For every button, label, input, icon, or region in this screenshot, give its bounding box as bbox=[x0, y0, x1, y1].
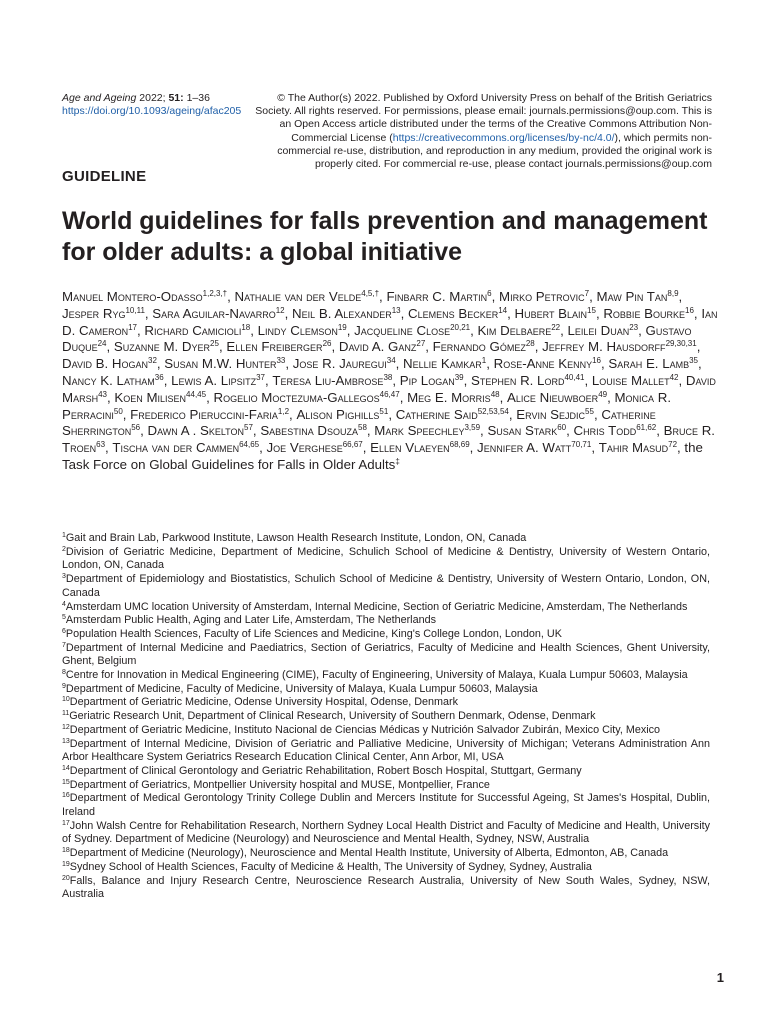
author-affiliation-ref: 1,2,3,† bbox=[202, 289, 228, 298]
affiliation-item bbox=[62, 669, 710, 683]
author-affiliation-ref: 16 bbox=[685, 305, 694, 315]
author-affiliation-ref: 38 bbox=[383, 372, 393, 382]
copyright-text-2: ), which permits non-commercial re-use, distribution, and reproduction in any medium, provided the original work is properly cited. For commercial re-use, please contact journals.permissions@oup.com bbox=[277, 131, 712, 171]
author-name: Alison Pighills bbox=[296, 406, 380, 422]
affiliation-text: Department of Geriatric Medicine, Instituto Nacional de Ciencias Médicas y Nutrición Salvador Zubirán, Mexico City, Mexico bbox=[69, 723, 661, 736]
author-name: Frederico Pieruccini-Faria bbox=[130, 406, 278, 422]
author-name: Jose R. Jauregui bbox=[292, 356, 387, 372]
author-affiliation-ref: 60 bbox=[557, 423, 567, 433]
author-affiliation-ref: 15 bbox=[587, 305, 596, 315]
affiliation-number: 1 bbox=[62, 532, 66, 539]
affiliation-number: 15 bbox=[62, 778, 70, 786]
article-title: World guidelines for falls prevention and management for older adults: a global initiative bbox=[62, 207, 708, 266]
affiliation-number: 11 bbox=[62, 710, 70, 718]
author-affiliation-ref: 48 bbox=[490, 389, 500, 399]
author-name: Gustavo Duque bbox=[62, 322, 692, 355]
author-name: Teresa Liu-Ambrose bbox=[272, 372, 384, 388]
affiliation-text: Department of Internal Medicine and Paediatrics, Section of Geriatrics, Faculty of Medicine and Health Sciences, Ghent University, Ghent, Belgium bbox=[62, 641, 710, 668]
author-affiliation-ref: 27 bbox=[416, 339, 426, 349]
affiliation-item bbox=[62, 573, 710, 600]
affiliation-number: 4 bbox=[62, 600, 66, 608]
affiliation-number: 12 bbox=[62, 723, 70, 731]
author-affiliation-ref: 43 bbox=[98, 389, 107, 399]
author-affiliation-ref: 58 bbox=[358, 423, 367, 433]
affiliation-text: Centre for Innovation in Medical Engineering (CIME), Faculty of Engineering, University of Malaya, Kuala Lumpur 50603, Malaysia bbox=[65, 669, 688, 682]
affiliation-item bbox=[62, 792, 710, 819]
author-name: Lewis A. Lipsitz bbox=[171, 372, 257, 388]
affiliation-text: Geriatric Research Unit, Department of Clinical Research, University of Southern Denmark, Odense, Denmark bbox=[69, 710, 596, 723]
author-name: Kim Delbaere bbox=[477, 322, 552, 338]
affiliation-item bbox=[62, 861, 710, 875]
author-name: Dawn A . Skelton bbox=[147, 423, 245, 439]
affiliation-text: Amsterdam UMC location University of Amsterdam, Internal Medicine, Section of Geriatric Medicine, Amsterdam, The Netherlands bbox=[65, 600, 688, 613]
affiliation-text: Department of Medical Gerontology Trinity College Dublin and Mercers Institute for Successful Ageing, St James's Hospital, Dublin, Ireland bbox=[62, 792, 710, 819]
author-name: Suzanne M. Dyer bbox=[113, 339, 211, 355]
author-name: Nancy K. Latham bbox=[62, 372, 155, 388]
author-affiliation-ref: 34 bbox=[386, 356, 396, 366]
author-affiliation-ref: 29,30,31 bbox=[665, 339, 697, 349]
author-affiliation-ref: 68,69 bbox=[449, 440, 470, 450]
author-affiliation-ref: 50 bbox=[113, 406, 123, 416]
affiliation-number: 14 bbox=[62, 764, 70, 772]
affiliation-number: 9 bbox=[62, 682, 66, 690]
author-affiliation-ref: 64,65 bbox=[239, 440, 260, 450]
journal-pages: 1–36 bbox=[186, 92, 210, 104]
author-name: Richard Camicioli bbox=[144, 322, 242, 338]
author-name: Louise Mallet bbox=[591, 372, 670, 388]
author-affiliation-ref: 55 bbox=[585, 406, 594, 416]
author-name: Chris Todd bbox=[573, 423, 637, 439]
author-affiliation-ref: 57 bbox=[244, 423, 253, 433]
journal-year: 2022; bbox=[139, 92, 166, 104]
author-name: Robbie Bourke bbox=[603, 305, 686, 321]
author-affiliation-ref: 8,9 bbox=[667, 289, 679, 298]
journal-citation bbox=[62, 92, 241, 118]
author-affiliation-ref: 24 bbox=[97, 339, 107, 349]
author-name: Jennifer A. Watt bbox=[477, 440, 572, 456]
affiliation-text: Department of Clinical Gerontology and Geriatric Rehabilitation, Robert Bosch Hospital, Stuttgart, Germany bbox=[69, 764, 582, 777]
affiliation-item bbox=[62, 642, 710, 669]
author-affiliation-ref: 39 bbox=[454, 372, 464, 382]
author-affiliation-ref: 46,47 bbox=[379, 389, 400, 399]
affiliation-number: 16 bbox=[62, 792, 70, 800]
author-name: Hubert Blain bbox=[514, 305, 588, 321]
author-name: Leilei Duan bbox=[567, 322, 630, 338]
author-name: Sara Aguilar-Navarro bbox=[152, 305, 276, 321]
affiliation-number: 5 bbox=[62, 614, 66, 622]
affiliation-item bbox=[62, 683, 710, 697]
author-affiliation-ref: 33 bbox=[276, 356, 286, 366]
affiliation-item bbox=[62, 532, 710, 546]
affiliation-list bbox=[62, 532, 710, 902]
author-affiliation-ref: 70,71 bbox=[571, 440, 592, 450]
author-affiliation-ref: 18 bbox=[241, 322, 251, 332]
author-name: Fernando Gómez bbox=[432, 339, 526, 355]
affiliation-number: 20 bbox=[62, 874, 70, 882]
affiliation-item bbox=[62, 710, 710, 724]
journal-line bbox=[62, 92, 241, 105]
author-affiliation-ref: 26 bbox=[322, 339, 332, 349]
author-name: Joe Verghese bbox=[266, 440, 343, 456]
copyright-text-1: © The Author(s) 2022. Published by Oxford University Press on behalf of the British Geriatrics Society. All rights reserved. For permissions, please email: journals.permissions@oup.com. This is an Open Access article distributed under the terms of the Creative Commons Attribution Non-Commercial License ( bbox=[255, 92, 712, 144]
affiliation-text: Department of Geriatric Medicine, Odense University Hospital, Odense, Denmark bbox=[69, 696, 459, 709]
author-affiliation-ref: 1 bbox=[481, 356, 487, 366]
author-affiliation-ref: 16 bbox=[592, 356, 601, 366]
author-affiliation-ref: 44,45 bbox=[186, 389, 207, 399]
affiliation-item bbox=[62, 875, 710, 902]
author-name: David B. Hogan bbox=[62, 356, 148, 372]
author-affiliation-ref: 37 bbox=[256, 372, 266, 382]
author-affiliation-ref: 1,2 bbox=[277, 406, 290, 416]
license-link[interactable]: https://creativecommons.org/licenses/by-nc/4.0/ bbox=[392, 131, 615, 144]
author-name: Nellie Kamkar bbox=[403, 356, 482, 372]
author-name: Mark Speechley bbox=[374, 423, 465, 439]
author-name: Lindy Clemson bbox=[257, 322, 338, 338]
section-label: GUIDELINE bbox=[62, 168, 147, 185]
author-name: Sabestina Dsouza bbox=[260, 423, 358, 439]
author-name: Catherine Sherrington bbox=[62, 406, 656, 439]
affiliation-number: 19 bbox=[62, 860, 70, 868]
author-affiliation-ref: 56 bbox=[131, 423, 141, 433]
author-name: Ellen Freiberger bbox=[226, 339, 323, 355]
author-affiliation-ref: 7 bbox=[584, 289, 590, 298]
author-affiliation-ref: 13 bbox=[391, 305, 401, 315]
author-name: David A. Ganz bbox=[338, 339, 417, 355]
author-affiliation-ref: 51 bbox=[379, 406, 389, 416]
author-name: Mirko Petrovic bbox=[499, 289, 585, 304]
author-affiliation-ref: 20,21 bbox=[450, 322, 471, 332]
author-affiliation-ref: 23 bbox=[629, 322, 639, 332]
affiliation-item bbox=[62, 738, 710, 765]
author-affiliation-ref: 49 bbox=[598, 389, 608, 399]
affiliation-number: 7 bbox=[62, 641, 66, 649]
page-number: 1 bbox=[716, 970, 724, 985]
author-affiliation-ref: 22 bbox=[551, 322, 561, 332]
author-affiliation-ref: 32 bbox=[148, 356, 157, 366]
affiliation-item bbox=[62, 546, 710, 573]
author-affiliation-ref: 10,11 bbox=[125, 305, 145, 315]
affiliation-text: Gait and Brain Lab, Parkwood Institute, Lawson Health Research Institute, London, ON, Canada bbox=[65, 532, 527, 544]
author-affiliation-ref: 28 bbox=[525, 339, 535, 349]
author-name: Maw Pin Tan bbox=[596, 289, 668, 304]
author-name: Clemens Becker bbox=[408, 305, 499, 321]
affiliation-number: 2 bbox=[62, 545, 66, 553]
affiliation-text: Sydney School of Health Sciences, Faculty of Medicine & Health, The University of Sydney, Sydney, Australia bbox=[69, 860, 592, 873]
author-name: Tahir Masud bbox=[598, 440, 669, 456]
affiliation-item bbox=[62, 601, 710, 615]
author-affiliation-ref: 3,59 bbox=[464, 423, 481, 433]
author-name: Manuel Montero-Odasso bbox=[62, 289, 203, 304]
affiliation-item bbox=[62, 847, 710, 861]
author-name: David Marsh bbox=[62, 372, 716, 405]
author-affiliation-ref: 52,53,54 bbox=[477, 406, 509, 416]
author-affiliation-ref: 36 bbox=[154, 372, 164, 382]
author-name: Neil B. Alexander bbox=[292, 305, 392, 321]
doi-link[interactable]: https://doi.org/10.1093/ageing/afac205 bbox=[62, 105, 242, 117]
journal-volume: 51: bbox=[168, 92, 184, 104]
affiliation-text: Population Health Sciences, Faculty of Life Sciences and Medicine, King's College London, London, UK bbox=[65, 627, 562, 640]
affiliation-number: 8 bbox=[62, 669, 66, 677]
author-name: Rogelio Moctezuma-Gallegos bbox=[213, 389, 380, 405]
affiliation-item bbox=[62, 779, 710, 793]
author-name: Sarah E. Lamb bbox=[608, 356, 690, 372]
author-name: Tischa van der Cammen bbox=[112, 440, 240, 456]
author-name: Pip Logan bbox=[399, 372, 455, 388]
authors-tail-text: , the Task Force on Global Guidelines for Falls in Older Adults bbox=[62, 440, 703, 472]
author-name: Ervin Sejdic bbox=[516, 406, 586, 422]
author-name: Rose-Anne Kenny bbox=[493, 356, 593, 372]
author-name: Monica R. Perracini bbox=[62, 389, 672, 422]
affiliation-item bbox=[62, 696, 710, 710]
author-name: Susan M.W. Hunter bbox=[164, 356, 277, 372]
author-name: Catherine Said bbox=[395, 406, 478, 422]
affiliation-text: Amsterdam Public Health, Aging and Later Life, Amsterdam, The Netherlands bbox=[65, 614, 436, 627]
author-affiliation-ref: 42 bbox=[669, 372, 679, 382]
affiliation-item bbox=[62, 628, 710, 642]
author-affiliation-ref: 4,5,† bbox=[361, 289, 380, 298]
author-name: Ian D. Cameron bbox=[62, 305, 718, 338]
author-affiliation-ref: 19 bbox=[337, 322, 347, 332]
author-affiliation-ref: 14 bbox=[498, 305, 508, 315]
author-name: Stephen R. Lord bbox=[471, 372, 565, 388]
affiliation-text: Department of Medicine, Faculty of Medicine, University of Malaya, Kuala Lumpur 50603, Malaysia bbox=[65, 682, 538, 695]
author-affiliation-ref: 6 bbox=[487, 289, 492, 298]
author-affiliation-ref: 72 bbox=[668, 440, 678, 450]
affiliation-text: Department of Internal Medicine, Division of Geriatric and Palliative Medicine, University of Michigan; Veterans Administration Ann Arbor Healthcare System Geriatrics Research Education Clinical Center, Ann Arbor, MI, USA bbox=[62, 737, 710, 764]
author-affiliation-ref: 35 bbox=[689, 356, 699, 366]
affiliation-number: 6 bbox=[62, 627, 66, 635]
author-name: Ellen Vlaeyen bbox=[370, 440, 450, 456]
author-affiliation-ref: 63 bbox=[96, 440, 106, 450]
author-name: Jacqueline Close bbox=[354, 322, 451, 338]
affiliation-number: 18 bbox=[62, 847, 70, 855]
author-affiliation-ref: 12 bbox=[275, 305, 285, 315]
author-affiliation-ref: 40,41 bbox=[564, 372, 585, 382]
author-name: Finbarr C. Martin bbox=[386, 289, 488, 304]
affiliation-item bbox=[62, 820, 710, 847]
affiliation-text: Division of Geriatric Medicine, Department of Medicine, Schulich School of Medicine & Dentistry, University of Western Ontario, London, ON, Canada bbox=[62, 545, 710, 572]
author-affiliation-ref: 17 bbox=[128, 322, 138, 332]
authors-tail-affiliation: ‡ bbox=[395, 456, 400, 466]
affiliation-text: Falls, Balance and Injury Research Centre, Neuroscience Research Australia, University of New South Wales, Sydney, NSW, Australia bbox=[62, 874, 710, 901]
author-name: Koen Milisen bbox=[114, 389, 187, 405]
affiliation-text: John Walsh Centre for Rehabilitation Research, Northern Sydney Local Health District and Faculty of Medicine and Health, University of Sydney. Department of Medicine (Neurology) and Neuroscience and Mental Health, Sydney, NSW, Australia bbox=[62, 819, 710, 846]
author-name: Alice Nieuwboer bbox=[507, 389, 599, 405]
affiliation-number: 3 bbox=[62, 573, 66, 581]
affiliation-text: Department of Epidemiology and Biostatistics, Schulich School of Medicine & Dentistry, University of Western Ontario, London, ON, Canada bbox=[62, 573, 710, 599]
author-list: Manuel Montero-Odasso$^{1,2,3,\dagger}$, Nathalie van der Velde$^{4,5,\dagger}$, Finbarr C. Martin$^6$, Mirko Petrovic$^7$, Maw Pin Tan$^{8,9}$, Jesper Ryg$^{10,11}$, Sara Aguilar-Navarro$^{12}$, Neil B. Alexander$^{13}$, Clemens Becker$^{14}$, Hubert Blain$^{15}$, Robbie Bourke$^{16}$, Ian D. Cameron$^{17}$, Richard Camicioli$^{18}$, Lindy Clemson$^{19}$, Jacqueline Close$^{20,21}$, Kim Delbaere$^{22}$, Leilei Duan$^{23}$, Gustavo Duque$^{24}$, Suzanne M. Dyer$^{25}$, Ellen Freiberger$^{26}$, David A. Ganz$^{27}$, Fernando Gómez$^{28}$, Jeffrey M. Hausdorff$^{29,30,31}$, David B. Hogan$^{32}$, Susan M.W. Hunter$^{33}$, Jose R. Jauregui$^{34}$, Nellie Kamkar$^1$, Rose-Anne Kenny$^{16}$, Sarah E. Lamb$^{35}$, Nancy K. Latham$^{36}$, Lewis A. Lipsitz$^{37}$, Teresa Liu-Ambrose$^{38}$, Pip Logan$^{39}$, Stephen R. Lord$^{40,41}$, Louise Mallet$^{42}$, David Marsh$^{43}$, Koen Milisen$^{44,45}$, Rogelio Moctezuma-Gallegos$^{46,47}$, Meg E. Morris$^{48}$, Alice Nieuwboer$^{49}$, Monica R. Perracini$^{50}$, Frederico Pieruccini-Faria$^{1,2}$, Alison Pighills$^{51}$, Catherine Said$^{52,53,54}$, Ervin Sejdic$^{55}$, Catherine Sherrington$^{56}$, Dawn A . Skelton$^{57}$, Sabestina Dsouza$^{58}$, Mark Speechley$^{3,59}$, Susan Stark$^{60}$, Chris Todd$^{61,62}$, Bruce R. Troen$^{63}$, Tischa van der Cammen$^{64,65}$, Joe Verghese$^{66,67}$, Ellen Vlaeyen$^{68,69}$, Jennifer A. Watt$^{70,71}$, Tahir Masud$^{72}$, the Task Force on Global Guidelines for Falls in Older Adults‡ bbox=[62, 289, 718, 472]
affiliation-text: Department of Geriatrics, Montpellier University hospital and MUSE, Montpellier, France bbox=[69, 778, 490, 791]
author-name: Nathalie van der Velde bbox=[234, 289, 362, 304]
author-name: Meg E. Morris bbox=[407, 389, 491, 405]
copyright-notice bbox=[242, 92, 712, 171]
author-affiliation-ref: 25 bbox=[210, 339, 219, 349]
author-name: Jeffrey M. Hausdorff bbox=[542, 339, 666, 355]
affiliation-number: 13 bbox=[62, 737, 70, 745]
author-name: Susan Stark bbox=[487, 423, 558, 439]
affiliation-item bbox=[62, 724, 710, 738]
author-affiliation-ref: 66,67 bbox=[342, 440, 363, 450]
author-name: Jesper Ryg bbox=[62, 305, 126, 321]
author-affiliation-ref: 61,62 bbox=[636, 423, 657, 433]
affiliation-item bbox=[62, 614, 710, 628]
author-name: Bruce R. Troen bbox=[62, 423, 715, 456]
affiliation-item bbox=[62, 765, 710, 779]
journal-name: Age and Ageing bbox=[62, 92, 137, 104]
affiliation-text: Department of Medicine (Neurology), Neuroscience and Mental Health Institute, University of Alberta, Edmonton, AB, Canada bbox=[69, 847, 669, 860]
affiliation-number: 10 bbox=[62, 696, 70, 704]
affiliation-number: 17 bbox=[62, 819, 70, 827]
